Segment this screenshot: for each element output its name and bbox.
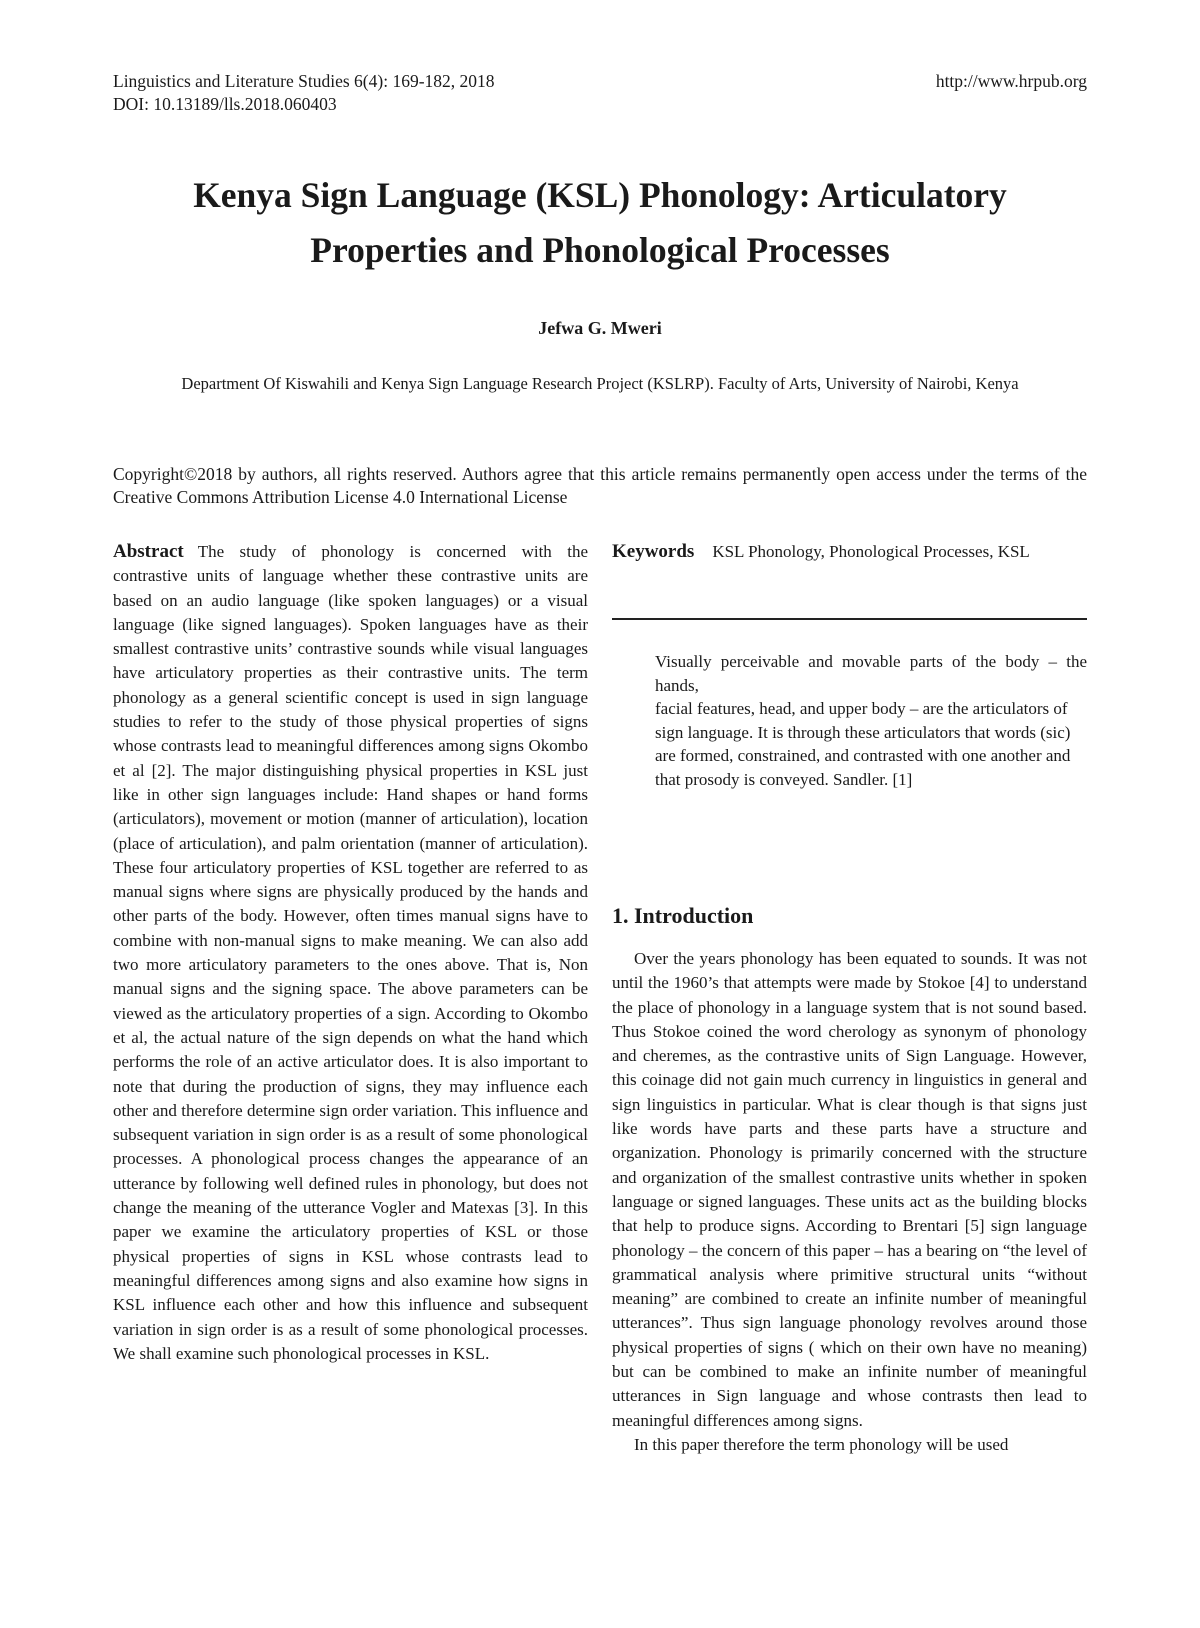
paper-title: [100, 168, 1100, 278]
author-affiliation: Department Of Kiswahili and Kenya Sign Language Research Project (KSLRP). Faculty of Arts, University of Nairobi, Kenya: [181, 374, 1019, 393]
introduction-body: [612, 947, 1087, 1457]
quote-line: Visually perceivable and movable parts of the body – the hands,: [655, 652, 1087, 695]
paragraph: In this paper therefore the term phonology will be used: [634, 1434, 1009, 1454]
epigraph-quote: [655, 650, 1087, 791]
section-heading-introduction: 1. Introduction: [612, 903, 754, 928]
keywords-text: KSL Phonology, Phonological Processes, KSL: [712, 542, 1030, 561]
title-line-1: Kenya Sign Language (KSL) Phonology: Articulatory: [193, 175, 1007, 215]
title-line-2: Properties and Phonological Processes: [310, 230, 890, 270]
quote-line: are formed, constrained, and contrasted with one another and: [655, 746, 1071, 765]
publisher-url[interactable]: http://www.hrpub.org: [935, 71, 1087, 91]
paragraph: Over the years phonology has been equated to sounds. It was not until the 1960’s that attempts were made by Stokoe [4] to understand the place of phonology in a language system that is not sound based. Thus Stokoe coined the word cherology as synonym of phonology and cheremes, as the contrastive units of Sign Language. However, this coinage did not gain much currency in linguistics in general and sign linguistics in particular. What is clear though is that signs just like words have parts and these parts have a structure and organization. Phonology is primarily concerned with the structure and organization of the smallest contrastive units whether in spoken language or signed languages. These units act as the building blocks that help to produce signs. According to Brentari [5] sign language phonology – the concern of this paper – has a bearing on “the level of grammatical analysis where primitive structural units “without meaning” are combined to create an infinite number of meaningful utterances”. Thus sign language phonology revolves around those physical properties of signs ( which on their own have no meaning) but can be combined to make an infinite number of meaningful utterances in Sign language and whose contrasts then lead to meaningful differences among signs.: [612, 949, 1087, 1430]
running-header: [113, 70, 495, 116]
quote-line: that prosody is conveyed. Sandler. [1]: [655, 769, 913, 789]
abstract: [113, 540, 588, 1366]
doi: DOI: 10.13189/lls.2018.060403: [113, 94, 337, 114]
abstract-heading: Abstract: [113, 541, 184, 562]
quote-line: facial features, head, and upper body – are the articulators of: [655, 699, 1068, 718]
journal-citation: Linguistics and Literature Studies 6(4): 169-182, 2018: [113, 71, 495, 91]
keywords-heading: Keywords: [612, 541, 695, 562]
copyright-notice: Copyright©2018 by authors, all rights reserved. Authors agree that this article remains permanently open access under the terms of the Creative Commons Attribution License 4.0 International License: [113, 464, 1087, 507]
keywords: [612, 540, 1087, 564]
author-name: Jefwa G. Mweri: [538, 318, 662, 338]
keywords-divider: [612, 618, 1087, 620]
quote-line: sign language. It is through these articulators that words (sic): [655, 722, 1071, 742]
abstract-text: The study of phonology is concerned with the contrastive units of language whether these contrastive units are based on an audio language (like spoken languages) or a visual language (like signed languages). Spoken languages have as their smallest contrastive units’ contrastive sounds while visual languages have articulatory properties as their contrastive units. The term phonology as a general scientific concept is used in sign language studies to refer to the study of those physical properties of signs whose contrasts lead to meaningful differences among signs Okombo et al [2]. The major distinguishing physical properties in KSL just like in other sign languages include: Hand shapes or hand forms (articulators), movement or motion (manner of articulation), location (place of articulation), and palm orientation (manner of articulation). These four articulatory properties of KSL together are referred to as manual signs where signs are physically produced by the hands and other parts of the body. However, often times manual signs have to combine with non-manual signs to make meaning. We can also add two more articulatory parameters to the ones above. That is, Non manual signs and the signing space. The above parameters can be viewed as the articulatory properties of a sign. According to Okombo et al, the actual nature of the sign depends on what the hand which performs the role of an active articulator does. It is also important to note that during the production of signs, they may influence each other and therefore determine sign order variation. This influence and subsequent variation in sign order is as a result of some phonological processes. A phonological process changes the appearance of an utterance by following well defined rules in phonology, but does not change the meaning of the utterance Vogler and Matexas [3]. In this paper we examine the articulatory properties of KSL or those physical properties of signs in KSL whose contrasts lead to meaningful differences among signs and also examine how signs in KSL influence each other and how this influence and subsequent variation in sign order is as a result of some phonological processes. We shall examine such phonological processes in KSL.: [113, 542, 588, 1363]
